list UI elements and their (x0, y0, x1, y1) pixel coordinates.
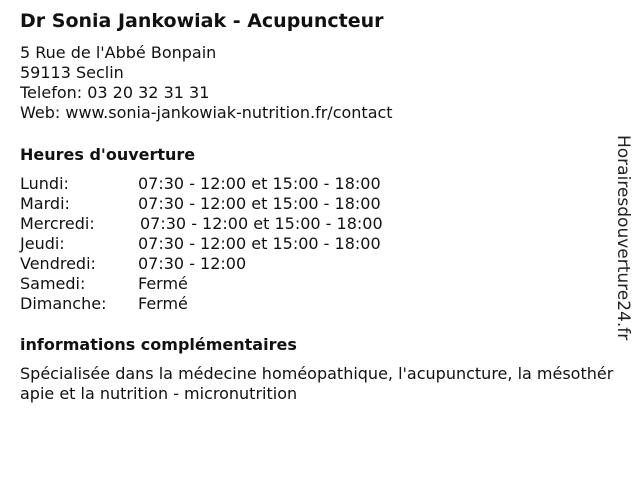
business-name: Dr Sonia Jankowiak - Acupuncteur (20, 10, 384, 32)
hours-row-sunday (20, 294, 440, 314)
hours-table (20, 174, 440, 314)
hours-row-saturday (20, 274, 440, 294)
phone-line: Telefon: 03 20 32 31 31 (20, 83, 210, 102)
day-label: Samedi: (20, 274, 86, 293)
day-label: Dimanche: (20, 294, 107, 313)
time-value: 07:30 - 12:00 et 15:00 - 18:00 (140, 214, 383, 233)
time-value: Fermé (138, 294, 188, 313)
day-label: Lundi: (20, 174, 69, 193)
hours-row-friday (20, 254, 440, 274)
hours-heading: Heures d'ouverture (20, 145, 196, 164)
site-watermark: Horairesdouverture24.fr (613, 135, 633, 341)
hours-row-tuesday (20, 194, 440, 214)
time-value: 07:30 - 12:00 et 15:00 - 18:00 (138, 194, 381, 213)
info-heading: informations complémentaires (20, 335, 297, 354)
day-label: Mercredi: (20, 214, 95, 233)
hours-row-wednesday (20, 214, 440, 234)
time-value: Fermé (138, 274, 188, 293)
info-text: Spécialisée dans la médecine homéopathique, l'acupuncture, la mésothérapie et la nutrition - micronutrition (20, 364, 614, 403)
contact-block (20, 43, 393, 123)
hours-row-monday (20, 174, 440, 194)
web-line: Web: www.sonia-jankowiak-nutrition.fr/contact (20, 103, 393, 122)
hours-row-thursday (20, 234, 440, 254)
day-label: Vendredi: (20, 254, 96, 273)
city-line: 59113 Seclin (20, 63, 124, 82)
day-label: Mardi: (20, 194, 70, 213)
time-value: 07:30 - 12:00 et 15:00 - 18:00 (138, 234, 381, 253)
time-value: 07:30 - 12:00 et 15:00 - 18:00 (138, 174, 381, 193)
time-value: 07:30 - 12:00 (138, 254, 247, 273)
day-label: Jeudi: (20, 234, 65, 253)
street-address: 5 Rue de l'Abbé Bonpain (20, 43, 217, 62)
